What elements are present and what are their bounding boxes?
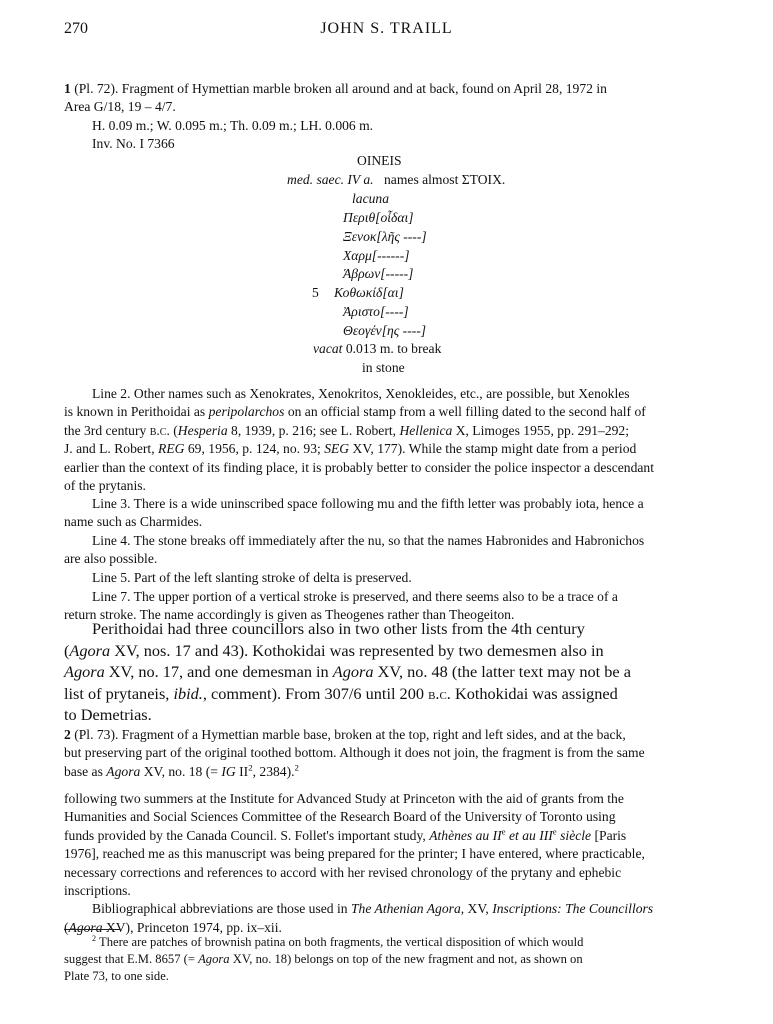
text: to Demetrias. bbox=[64, 705, 152, 725]
journal-seg: SEG bbox=[324, 441, 350, 457]
journal-reg: REG bbox=[158, 441, 185, 457]
title-italic: Inscriptions: The Councillors bbox=[492, 901, 654, 917]
text: [Paris bbox=[594, 827, 627, 843]
text: , comment). From 307/6 until 200 bbox=[202, 683, 424, 703]
commentary-line-2 bbox=[64, 385, 711, 495]
vacat-note bbox=[313, 340, 441, 358]
term-peripolarchos: peripolarchos bbox=[208, 404, 285, 420]
running-title: JOHN S. TRAILL bbox=[320, 20, 453, 37]
vacat-measure: 0.013 m. to break bbox=[345, 341, 442, 356]
superscript: e bbox=[552, 826, 557, 837]
footnote-mark: 2 bbox=[92, 933, 97, 943]
text: There are patches of brownish patina on both fragments, the vertical disposition of which would bbox=[99, 935, 584, 949]
page-number: 270 bbox=[64, 20, 88, 37]
text: suggest that E.M. 8657 (= bbox=[64, 952, 195, 967]
lacuna-label: lacuna bbox=[352, 191, 389, 206]
text: ( bbox=[64, 919, 69, 935]
acknowledgement bbox=[64, 790, 711, 937]
text: the 3rd century bbox=[64, 422, 147, 438]
inventory-number: Inv. No. I 7366 bbox=[92, 136, 175, 152]
text: XV, nos. 17 and 43). Kothokidai was represented by two demesmen also in bbox=[114, 640, 604, 660]
text: list of prytaneis, bbox=[64, 683, 170, 703]
entry-2-description bbox=[64, 726, 711, 781]
entry-number: 1 bbox=[64, 81, 71, 96]
text: Bibliographical abbreviations are those used in bbox=[92, 901, 348, 917]
inscription-line-7: Θεογέν[ης ----] bbox=[343, 323, 427, 338]
text: XV, no. 18) belongs on top of the new fragment and not, as shown on bbox=[232, 952, 583, 967]
inscription-line-5: Κοθωκίδ[αι] bbox=[334, 285, 404, 300]
text: XV, no. 17, and one demesman in bbox=[108, 662, 329, 682]
stoichedon-note: names almost ΣTOIX. bbox=[384, 172, 506, 187]
text: return stroke. The name accordingly is given as Theogenes rather than Theogeiton. bbox=[64, 607, 515, 623]
text: Line 2. Other names such as Xenokrates, Xenokritos, Xenokleides, etc., are possible, but Xenokles bbox=[92, 386, 630, 401]
commentary-line-4 bbox=[64, 532, 711, 569]
title-italic: The Athenian Agora bbox=[350, 901, 461, 917]
title-italic: siècle bbox=[560, 827, 592, 843]
text: Line 4. The stone breaks off immediately after the nu, so that the names Habronides and Habronichos bbox=[92, 533, 645, 548]
inscription-line-4: Ἁβρων[-----] bbox=[343, 266, 414, 281]
entry-findspot: Area G/18, 19 – 4/7. bbox=[64, 99, 176, 115]
inscription-line-2: Ξενοκ[λῆς ----] bbox=[343, 229, 427, 244]
entry-1-measures bbox=[92, 117, 373, 154]
title-italic: Athènes au II bbox=[429, 827, 502, 843]
ref-agora: Agora bbox=[198, 952, 230, 967]
title-italic: et au III bbox=[509, 827, 553, 843]
text: Line 5. Part of the left slanting stroke of delta is preserved. bbox=[92, 570, 412, 585]
text: on an official stamp from a well filling dated to the second half of bbox=[287, 404, 646, 420]
commentary-line-5 bbox=[64, 569, 711, 587]
footnote-ref: 2 bbox=[294, 762, 299, 773]
dimensions: H. 0.09 m.; W. 0.095 m.; Th. 0.09 m.; LH. 0.006 m. bbox=[92, 118, 374, 133]
ref-ig: IG bbox=[221, 763, 236, 779]
line-number-5: 5 bbox=[312, 285, 319, 300]
text: 8, 1939, p. 216; see L. Robert, bbox=[231, 422, 397, 438]
text: (Pl. 73). Fragment of a Hymettian marble base, broken at the top, right and left sides, and at the back, bbox=[74, 727, 626, 742]
text: necessary corrections and references to accord with her revised chronology of the prytany and ephebic bbox=[64, 864, 622, 880]
text: are also possible. bbox=[64, 551, 158, 567]
text: II bbox=[239, 763, 249, 779]
ref-agora: Agora bbox=[64, 662, 105, 682]
inscription-line-6: Ἀριστο[----] bbox=[343, 304, 409, 319]
journal-hellenica: Hellenica bbox=[399, 422, 453, 438]
era-abbrev: b.c. bbox=[149, 422, 170, 438]
text: J. and L. Robert, bbox=[64, 441, 155, 457]
footnote-rule bbox=[64, 929, 120, 930]
entry-description: Fragment of Hymettian marble broken all around and at back, found on April 28, 1972 in bbox=[121, 81, 607, 96]
text: XV, no. 18 (= bbox=[143, 763, 218, 779]
text: Humanities and Social Sciences Committee of the Research Board of the University of Toronto using bbox=[64, 809, 616, 825]
inscription-line-1: Περιθ[οἶδαι] bbox=[343, 210, 414, 225]
ref-agora: Agora bbox=[69, 640, 111, 660]
text: name such as Charmides. bbox=[64, 514, 203, 530]
text: earlier than the context of its finding place, it is probably better to consider the police inspector a descendant bbox=[64, 459, 654, 475]
text: XV, no. 48 (the latter text may not be a bbox=[377, 662, 631, 682]
in-stone-note: in stone bbox=[362, 360, 405, 375]
ref-agora: Agora bbox=[332, 662, 374, 682]
ref-agora: Agora bbox=[106, 763, 141, 779]
ref-ibid: ibid. bbox=[173, 683, 203, 703]
journal-hesperia: Hesperia bbox=[177, 422, 228, 438]
discussion-paragraph bbox=[64, 618, 711, 726]
text: base as bbox=[64, 763, 103, 779]
vacat-word: vacat bbox=[313, 341, 343, 356]
entry-number: 2 bbox=[64, 727, 71, 742]
text: inscriptions. bbox=[64, 883, 131, 899]
entry-1-description bbox=[64, 80, 711, 117]
text: Perithoidai had three councillors also in two other lists from the 4th century bbox=[92, 619, 585, 638]
text: XV), Princeton 1974, pp. ix–xii. bbox=[105, 919, 282, 935]
ref-agora: Agora bbox=[68, 919, 103, 935]
text: X, Limoges 1955, pp. 291–292; bbox=[455, 422, 630, 438]
inscription-line-3: Χαρμ[------] bbox=[343, 248, 410, 263]
commentary-line-3 bbox=[64, 495, 711, 532]
text: following two summers at the Institute for Advanced Study at Princeton with the aid of grants from the bbox=[64, 791, 624, 806]
text: of the prytanis. bbox=[64, 478, 146, 494]
superscript: e bbox=[501, 826, 506, 837]
text: funds provided by the Canada Council. S. Follet's important study, bbox=[64, 827, 426, 843]
tribe-heading: OINEIS bbox=[357, 153, 402, 168]
text: Kothokidai was assigned bbox=[454, 683, 618, 703]
text: , 2384). bbox=[252, 763, 295, 779]
text: , XV, bbox=[460, 901, 489, 917]
text: is known in Perithoidai as bbox=[64, 404, 206, 420]
era-abbrev: b.c. bbox=[428, 683, 451, 703]
text: 69, 1956, p. 124, no. 93; bbox=[187, 441, 321, 457]
plate-ref: (Pl. 72). bbox=[74, 81, 119, 96]
text: XV, 177). While the stamp might date from a period bbox=[352, 441, 637, 457]
superscript: 2 bbox=[248, 762, 253, 773]
text: ( bbox=[64, 640, 70, 660]
inscription-date: med. saec. IV a. bbox=[287, 172, 374, 187]
text: but preserving part of the original toothed bottom. Although it does not join, the fragment is from the same bbox=[64, 745, 645, 761]
text: ( bbox=[173, 422, 178, 438]
text: Line 3. There is a wide uninscribed space following mu and the fifth letter was probably iota, hence a bbox=[92, 496, 644, 511]
footnote bbox=[64, 934, 711, 986]
text: Line 7. The upper portion of a vertical stroke is preserved, and there seems also to be a trace of a bbox=[92, 589, 618, 604]
text: Plate 73, to one side. bbox=[64, 969, 169, 984]
text: 1976], reached me as this manuscript was being prepared for the printer; I have entered, where practicable, bbox=[64, 846, 645, 862]
